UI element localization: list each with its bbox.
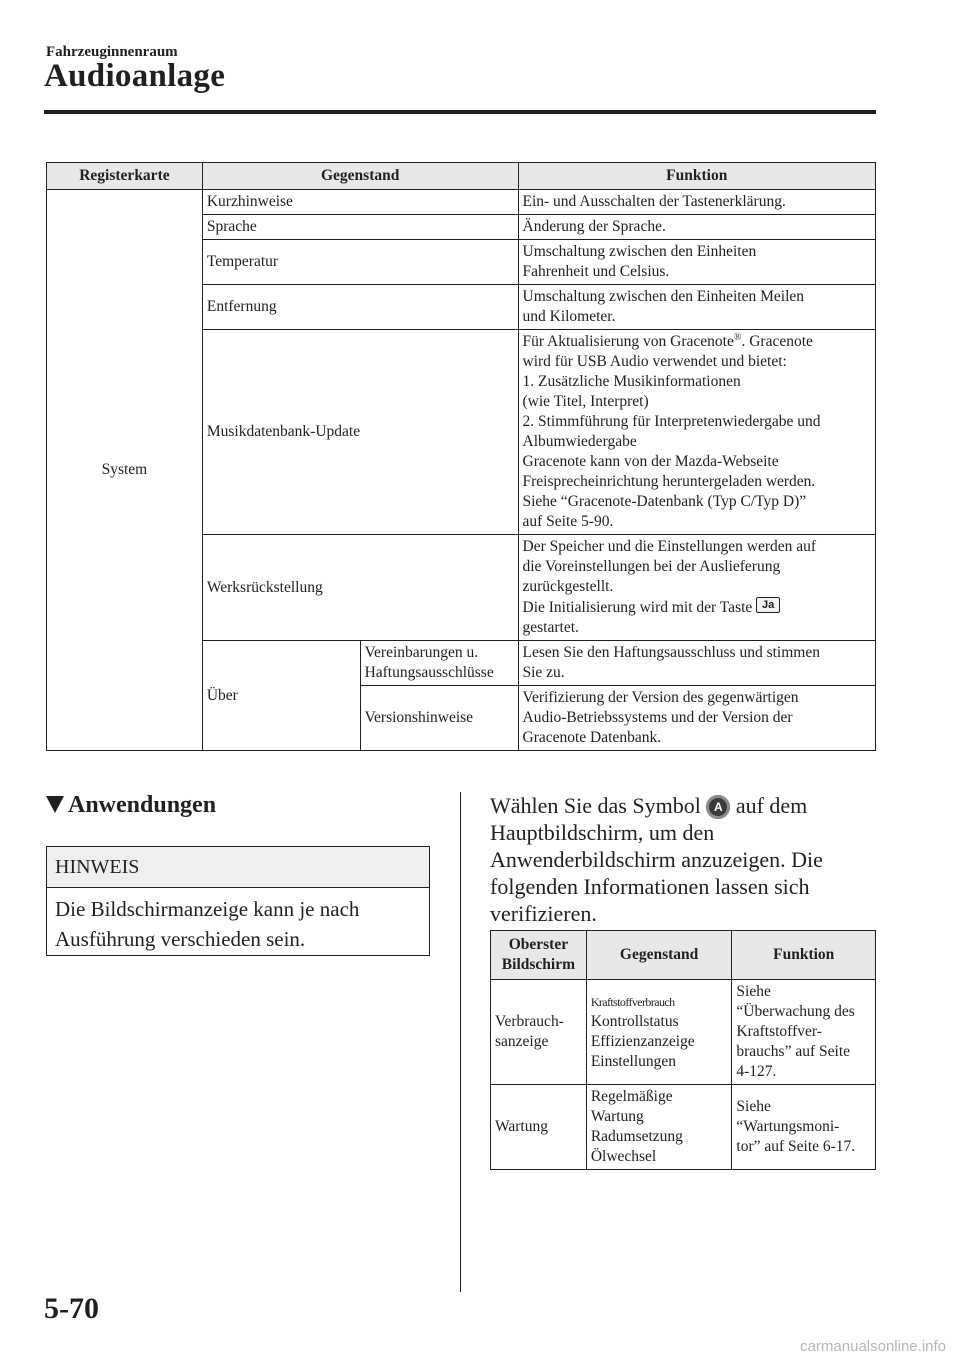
function-line: Fahrenheit und Celsius. bbox=[522, 263, 670, 280]
subitem-line: Haftungsausschlüsse bbox=[364, 664, 494, 681]
settings-table bbox=[46, 162, 876, 751]
screen-line: Verbrauch- bbox=[495, 1013, 564, 1030]
screen-line: sanzeige bbox=[495, 1033, 549, 1050]
category-system: System bbox=[47, 190, 203, 751]
function-line: Der Speicher und die Einstellungen werden auf bbox=[522, 538, 817, 555]
hinweis-line: Ausführung verschieden sein. bbox=[55, 927, 306, 951]
function-line: die Voreinstellungen bei der Auslieferung bbox=[522, 558, 781, 575]
intro-line: auf dem bbox=[735, 793, 808, 818]
hinweis-body bbox=[47, 888, 429, 960]
intro-paragraph bbox=[490, 792, 870, 927]
item-ueber: Über bbox=[202, 641, 360, 751]
item-kurzhinweise: Kurzhinweise bbox=[202, 190, 518, 215]
function-line: zurückgestellt. bbox=[522, 578, 614, 595]
function-line: Verifizierung der Version des gegenwärtigen bbox=[522, 689, 799, 706]
function-line: . Gracenote bbox=[741, 333, 813, 350]
hinweis-line: Die Bildschirmanzeige kann je nach bbox=[55, 897, 360, 921]
function-line: Umschaltung zwischen den Einheiten Meilen bbox=[522, 288, 805, 305]
function-line: Gracenote Datenbank. bbox=[522, 729, 662, 746]
function-verbrauchsanzeige bbox=[732, 980, 876, 1085]
function-vereinbarungen bbox=[518, 641, 876, 686]
item-line: Radumsetzung bbox=[590, 1128, 683, 1145]
function-line: wird für USB Audio verwendet und bietet: bbox=[522, 353, 787, 370]
settings-header-row bbox=[47, 163, 876, 190]
apps-header-row bbox=[491, 931, 876, 980]
function-versionshinweise bbox=[518, 686, 876, 751]
header-line: Bildschirm bbox=[501, 956, 575, 973]
function-line: Freisprecheinrichtung heruntergeladen werden. bbox=[522, 473, 816, 490]
function-line: auf Seite 5-90. bbox=[522, 513, 614, 530]
function-line: brauchs” auf Seite bbox=[736, 1043, 851, 1060]
intro-line: Anwenderbildschirm anzuzeigen. Die bbox=[490, 847, 823, 872]
intro-line: folgenden Informationen lassen sich bbox=[490, 874, 810, 899]
function-line: Für Aktualisierung von Gracenote bbox=[522, 333, 734, 350]
chapter-title: Audioanlage bbox=[44, 58, 226, 94]
title-rule bbox=[44, 110, 876, 114]
hinweis-title: HINWEIS bbox=[47, 847, 429, 888]
function-line: Audio-Betriebssystems und der Version der bbox=[522, 709, 793, 726]
function-line: Albumwiedergabe bbox=[522, 433, 637, 450]
subitem-versionshinweise: Versionshinweise bbox=[360, 686, 518, 751]
item-line: Wartung bbox=[590, 1108, 644, 1125]
function-line: Kraftstoffver- bbox=[736, 1023, 822, 1040]
function-line: (wie Titel, Interpret) bbox=[522, 393, 649, 410]
section-label: Fahrzeuginnenraum bbox=[46, 44, 178, 60]
header-line: Oberster bbox=[508, 936, 569, 953]
header-oberster-bildschirm bbox=[491, 931, 587, 980]
watermark: carmanualsonline.info bbox=[800, 1338, 946, 1355]
function-line: 1. Zusätzliche Musikinformationen bbox=[522, 373, 741, 390]
ja-key-icon: Ja bbox=[756, 597, 780, 613]
function-wartung bbox=[732, 1085, 876, 1170]
item-line: Effizienzanzeige bbox=[590, 1033, 695, 1050]
header-gegenstand: Gegenstand bbox=[586, 931, 732, 980]
item-line: Einstellungen bbox=[590, 1053, 677, 1070]
function-kurzhinweise: Ein- und Ausschalten der Tastenerklärung. bbox=[518, 190, 876, 215]
subitem-line: Vereinbarungen u. bbox=[364, 644, 479, 661]
function-line: 4-127. bbox=[736, 1063, 777, 1080]
item-musikdatenbank: Musikdatenbank-Update bbox=[202, 330, 518, 535]
item-sprache: Sprache bbox=[202, 215, 518, 240]
item-line: Kontrollstatus bbox=[590, 1013, 679, 1030]
function-sprache: Änderung der Sprache. bbox=[518, 215, 876, 240]
items-verbrauchsanzeige bbox=[586, 980, 732, 1085]
item-temperatur: Temperatur bbox=[202, 240, 518, 285]
function-entfernung bbox=[518, 285, 876, 330]
screen-verbrauchsanzeige bbox=[491, 980, 587, 1085]
table-row bbox=[47, 190, 876, 215]
table-row bbox=[491, 1085, 876, 1170]
anwendungen-heading bbox=[46, 792, 216, 819]
function-line: “Wartungsmoni- bbox=[736, 1118, 840, 1135]
item-line: Regelmäßige bbox=[590, 1088, 673, 1105]
function-line: “Überwachung des bbox=[736, 1003, 855, 1020]
function-temperatur bbox=[518, 240, 876, 285]
function-line: Lesen Sie den Haftungsausschluss und stimmen bbox=[522, 644, 820, 661]
intro-line: Hauptbildschirm, um den bbox=[490, 820, 715, 845]
heading-text: Anwendungen bbox=[68, 792, 217, 818]
item-line: Ölwechsel bbox=[590, 1148, 657, 1165]
function-line: Gracenote kann von der Mazda-Webseite bbox=[522, 453, 779, 470]
intro-line: Wählen Sie das Symbol bbox=[490, 793, 701, 818]
table-row bbox=[491, 980, 876, 1085]
page-number: 5-70 bbox=[44, 1292, 99, 1325]
applications-table bbox=[490, 930, 876, 1170]
function-line: gestartet. bbox=[522, 619, 579, 636]
item-entfernung: Entfernung bbox=[202, 285, 518, 330]
function-line: und Kilometer. bbox=[522, 308, 616, 325]
function-line: 2. Stimmführung für Interpretenwiedergabe und bbox=[522, 413, 821, 430]
item-line: Kraftstoffverbrauch bbox=[590, 995, 675, 1009]
function-line: Siehe bbox=[736, 983, 771, 1000]
function-line: Siehe “Gracenote-Datenbank (Typ C/Typ D)” bbox=[522, 493, 807, 510]
function-line: Die Initialisierung wird mit der Taste bbox=[522, 599, 753, 616]
function-musikdatenbank bbox=[518, 330, 876, 535]
header-gegenstand: Gegenstand bbox=[202, 163, 518, 190]
column-divider bbox=[460, 792, 461, 1292]
item-werksrueckstellung: Werksrückstellung bbox=[202, 535, 518, 641]
screen-wartung: Wartung bbox=[491, 1085, 587, 1170]
function-line: Sie zu. bbox=[522, 664, 565, 681]
subitem-vereinbarungen bbox=[360, 641, 518, 686]
items-wartung bbox=[586, 1085, 732, 1170]
hinweis-box bbox=[46, 846, 430, 956]
triangle-down-icon bbox=[46, 796, 64, 813]
function-line: tor” auf Seite 6-17. bbox=[736, 1138, 856, 1155]
header-funktion: Funktion bbox=[732, 931, 876, 980]
header-funktion: Funktion bbox=[518, 163, 876, 190]
applications-symbol-icon: A bbox=[706, 795, 730, 819]
function-line: Umschaltung zwischen den Einheiten bbox=[522, 243, 757, 260]
function-line: Siehe bbox=[736, 1098, 771, 1115]
header-registerkarte: Registerkarte bbox=[47, 163, 203, 190]
registered-mark: ® bbox=[733, 332, 742, 343]
function-werksrueckstellung bbox=[518, 535, 876, 641]
intro-line: verifizieren. bbox=[490, 901, 597, 926]
